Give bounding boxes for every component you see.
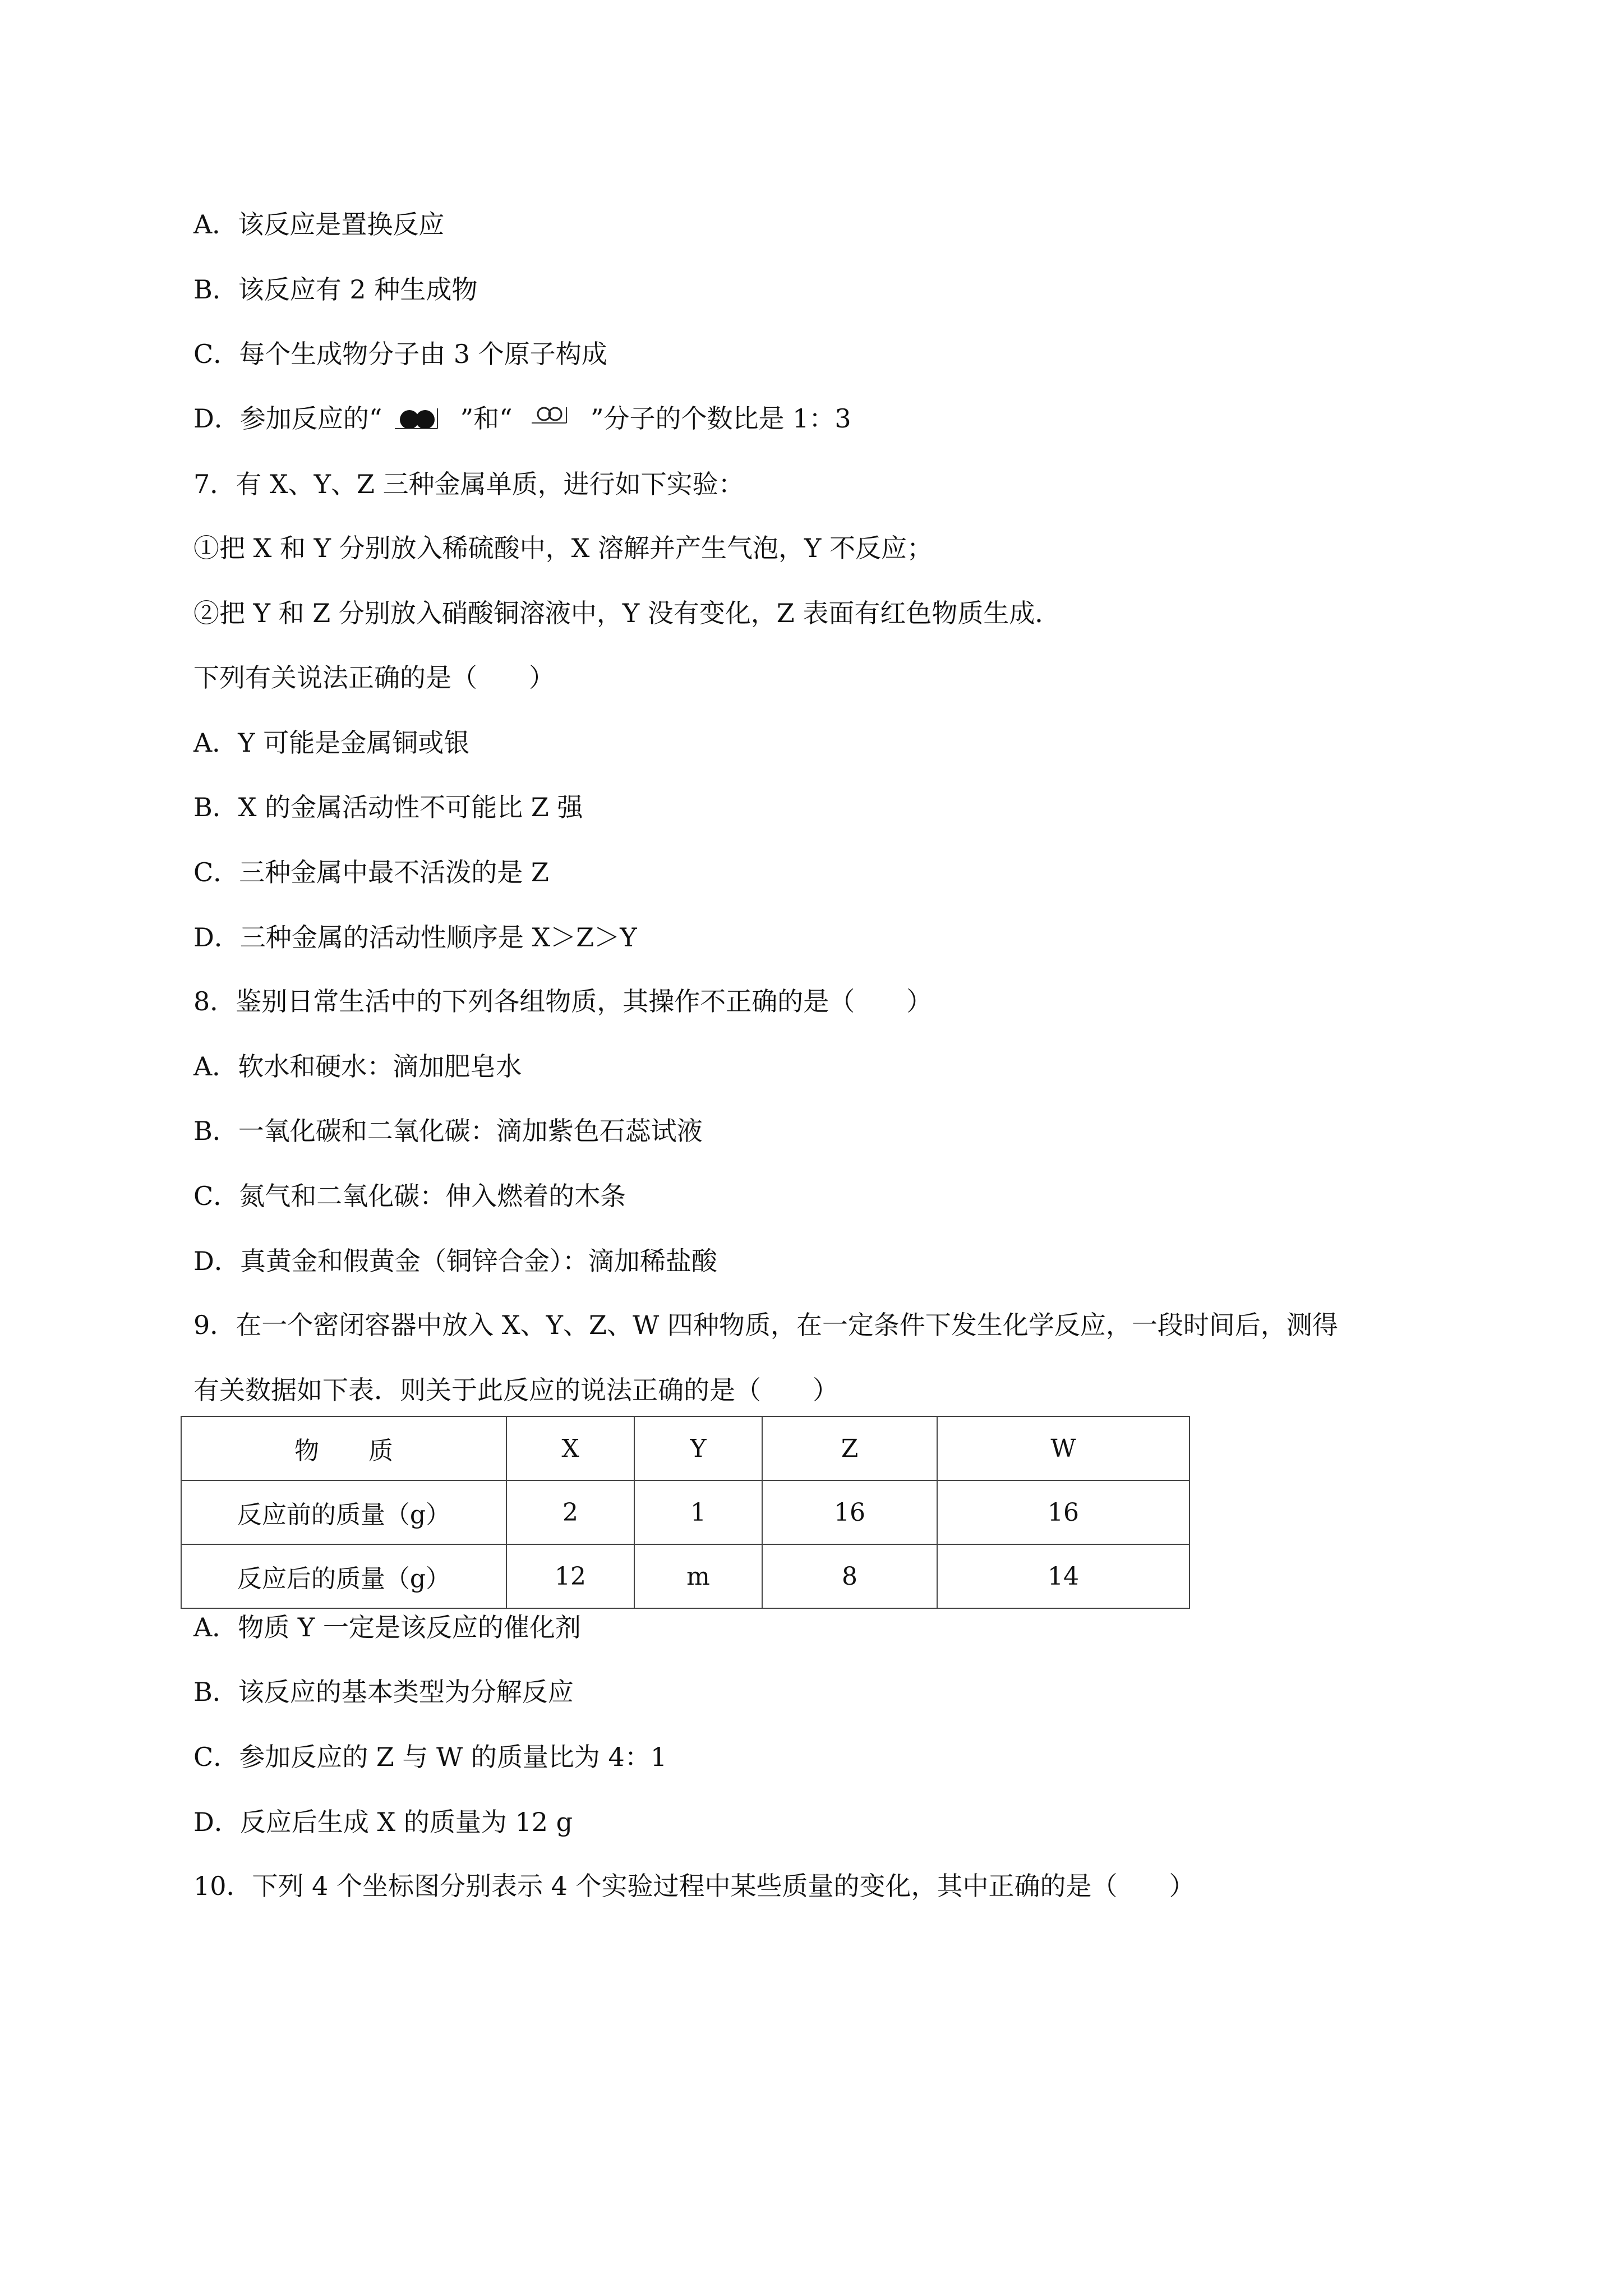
q6-option-d-middle: ”和“ [460,403,513,434]
q8-option-d: D．真黄金和假黄金（铜锌合金）：滴加稀盐酸 [193,1246,717,1276]
table-cell: 反应后的质量（g） [181,1544,506,1608]
table-cell: 16 [937,1480,1189,1544]
q7-experiment-1: ①把 X 和 Y 分别放入稀硫酸中，X 溶解并产生气泡，Y 不反应； [193,533,933,563]
table-header-cell: X [506,1416,634,1480]
table-cell: 12 [506,1544,634,1608]
q9-stem-line-2: 有关数据如下表．则关于此反应的说法正确的是（ ） [193,1375,838,1405]
table-header-cell: Y [634,1416,762,1480]
q9-stem-line-1: 9．在一个密闭容器中放入 X、Y、Z、W 四种物质，在一定条件下发生化学反应，一段时间后，测得 [193,1310,1338,1340]
table-row [181,1480,1189,1544]
table-cell: m [634,1544,762,1608]
table-header-cell: 物 质 [181,1416,506,1480]
q9-data-table [181,1416,1190,1609]
q6-option-d [193,402,851,435]
q6-option-b: B．该反应有 2 种生成物 [193,274,478,305]
q7-experiment-2: ②把 Y 和 Z 分别放入硝酸铜溶液中，Y 没有变化，Z 表面有红色物质生成． [193,598,1061,628]
table-row [181,1544,1189,1608]
q9-option-d: D．反应后生成 X 的质量为 12 g [193,1807,573,1837]
q6-option-d-prefix: D．参加反应的“ [193,403,382,434]
q9-option-a: A．物质 Y 一定是该反应的催化剂 [193,1612,581,1642]
table-cell: 8 [762,1544,937,1608]
q10-stem: 10．下列 4 个坐标图分别表示 4 个实验过程中某些质量的变化，其中正确的是（ ） [193,1871,1195,1901]
q6-option-d-suffix: ”分子的个数比是 1：3 [590,403,851,434]
table-header-cell: Z [762,1416,937,1480]
q8-option-a: A．软水和硬水：滴加肥皂水 [193,1051,522,1082]
table-cell: 2 [506,1480,634,1544]
q7-stem: 7．有 X、Y、Z 三种金属单质，进行如下实验： [193,469,744,499]
q6-option-c: C．每个生成物分子由 3 个原子构成 [193,339,607,369]
q7-prompt: 下列有关说法正确的是（ ） [193,662,555,693]
light-diatomic-molecule-icon [520,406,582,431]
q9-option-c: C．参加反应的 Z 与 W 的质量比为 4：1 [193,1742,667,1772]
q8-option-c: C．氮气和二氧化碳：伸入燃着的木条 [193,1181,626,1211]
q7-option-a: A．Y 可能是金属铜或银 [193,728,470,758]
table-cell: 14 [937,1544,1189,1608]
q9-option-b: B．该反应的基本类型为分解反应 [193,1677,574,1707]
table-header-row [181,1416,1189,1480]
q8-stem: 8．鉴别日常生活中的下列各组物质，其操作不正确的是（ ） [193,986,933,1016]
table-header-cell: W [937,1416,1189,1480]
q7-option-d: D．三种金属的活动性顺序是 X＞Z＞Y [193,922,637,953]
q8-option-b: B．一氧化碳和二氧化碳：滴加紫色石蕊试液 [193,1116,703,1146]
dark-diatomic-molecule-icon [390,406,452,431]
table-cell: 1 [634,1480,762,1544]
q7-option-c: C．三种金属中最不活泼的是 Z [193,857,549,887]
table-cell: 反应前的质量（g） [181,1480,506,1544]
q7-option-b: B．X 的金属活动性不可能比 Z 强 [193,792,583,822]
q6-option-a: A．该反应是置换反应 [193,209,445,240]
table-cell: 16 [762,1480,937,1544]
